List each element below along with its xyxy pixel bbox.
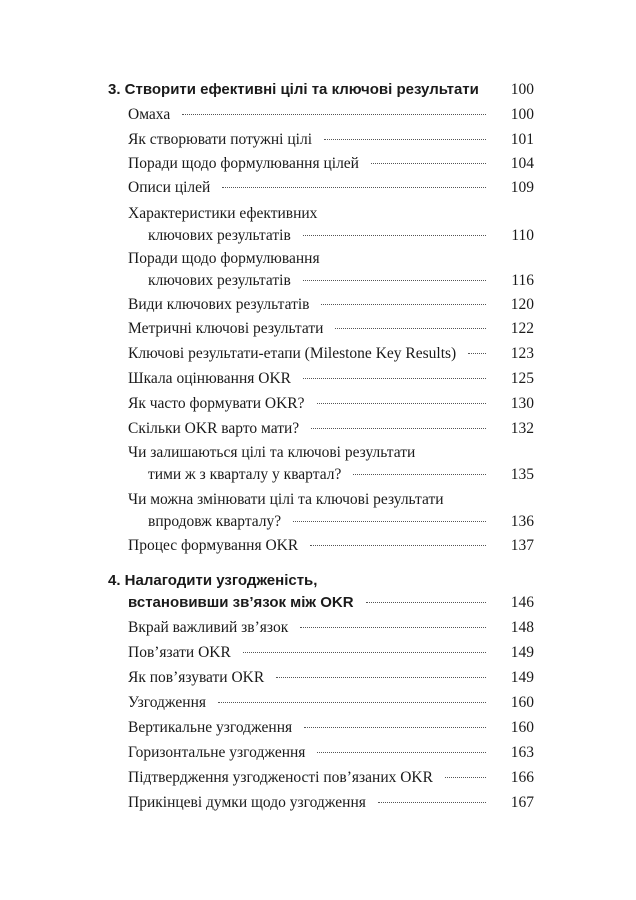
entry-title-line-2: тими ж з кварталу у квартал? <box>148 466 342 483</box>
entry-title-line-2: ключових результатів <box>148 272 291 289</box>
page-number: 120 <box>510 296 534 313</box>
entry-title: Скільки OKR варто мати? <box>128 420 300 437</box>
entry-title: Підтвердження узгодженості пов’язаних OKR <box>128 769 433 786</box>
chapter-title: 3. Створити ефективні цілі та ключові результати <box>108 81 479 98</box>
dot-leader <box>222 187 486 188</box>
entry-title: Шкала оцінювання OKR <box>128 370 291 387</box>
entry-title: Омаха <box>128 106 171 123</box>
dot-leader <box>317 752 486 753</box>
entry-title: Горизонтальне узгодження <box>128 744 306 761</box>
page-number: 104 <box>510 155 534 172</box>
dot-leader <box>243 652 486 653</box>
dot-leader <box>311 428 486 429</box>
page-number: 136 <box>510 513 534 530</box>
dot-leader <box>468 353 486 354</box>
dot-leader <box>317 403 486 404</box>
page-number: 123 <box>510 345 534 362</box>
dot-leader <box>182 114 486 115</box>
entry-title: Вертикальне узгодження <box>128 719 293 736</box>
entry-title-line-1: Чи залишаються цілі та ключові результати <box>128 444 416 461</box>
entry-title-line-2: ключових результатів <box>148 227 291 244</box>
page-number: 160 <box>510 694 534 711</box>
entry-title: Вкрай важливий зв’язок <box>128 619 289 636</box>
page-number: 122 <box>510 320 534 337</box>
page-number: 100 <box>510 106 534 123</box>
page-number: 137 <box>510 537 534 554</box>
dot-leader <box>310 545 486 546</box>
entry-title: Поради щодо формулювання цілей <box>128 155 359 172</box>
page-number: 116 <box>511 272 534 289</box>
page-number: 110 <box>511 227 534 244</box>
dot-leader <box>321 304 486 305</box>
page-number: 149 <box>510 669 534 686</box>
entry-title-line-1: Чи можна змінювати цілі та ключові результати <box>128 491 444 508</box>
page-number: 160 <box>510 719 534 736</box>
dot-leader <box>300 627 486 628</box>
page-number: 130 <box>510 395 534 412</box>
page-number: 132 <box>510 420 534 437</box>
entry-title: Процес формування OKR <box>128 537 299 554</box>
dot-leader <box>293 521 486 522</box>
page-number: 149 <box>510 644 534 661</box>
entry-title: Як створювати потужні цілі <box>128 131 313 148</box>
dot-leader <box>276 677 486 678</box>
dot-leader <box>303 280 486 281</box>
chapter-title-line-1: 4. Налагодити узгодженість, <box>108 572 318 589</box>
page-number: 148 <box>510 619 534 636</box>
page-number: 167 <box>510 794 534 811</box>
entry-title: Метричні ключові результати <box>128 320 324 337</box>
chapter-title-line-2: встановивши зв’язок між OKR <box>128 594 354 611</box>
dot-leader <box>303 235 486 236</box>
dot-leader <box>218 702 486 703</box>
entry-title: Прикінцеві думки щодо узгодження <box>128 794 366 811</box>
entry-title: Пов’язати OKR <box>128 644 231 661</box>
dot-leader <box>304 727 486 728</box>
entry-title: Ключові результати-етапи (Milestone Key Results) <box>128 345 457 362</box>
page-number: 146 <box>510 594 534 611</box>
page-number: 101 <box>510 131 534 148</box>
entry-title: Види ключових результатів <box>128 296 310 313</box>
page-number: 125 <box>510 370 534 387</box>
entry-title: Описи цілей <box>128 179 211 196</box>
dot-leader <box>303 378 486 379</box>
page-number: 166 <box>510 769 534 786</box>
page-number: 100 <box>510 81 534 98</box>
entry-title: Узгодження <box>128 694 206 711</box>
page-number: 109 <box>510 179 534 196</box>
page-number: 163 <box>510 744 534 761</box>
entry-title-line-2: впродовж кварталу? <box>148 513 282 530</box>
dot-leader <box>324 139 486 140</box>
dot-leader <box>378 802 486 803</box>
dot-leader <box>366 602 486 603</box>
entry-title-line-1: Характеристики ефективних <box>128 205 318 222</box>
dot-leader <box>335 328 486 329</box>
entry-title: Як часто формувати OKR? <box>128 395 305 412</box>
entry-title: Як пов’язувати OKR <box>128 669 265 686</box>
dot-leader <box>445 777 486 778</box>
page-number: 135 <box>510 466 534 483</box>
entry-title-line-1: Поради щодо формулювання <box>128 250 320 267</box>
dot-leader <box>371 163 486 164</box>
dot-leader <box>353 474 486 475</box>
